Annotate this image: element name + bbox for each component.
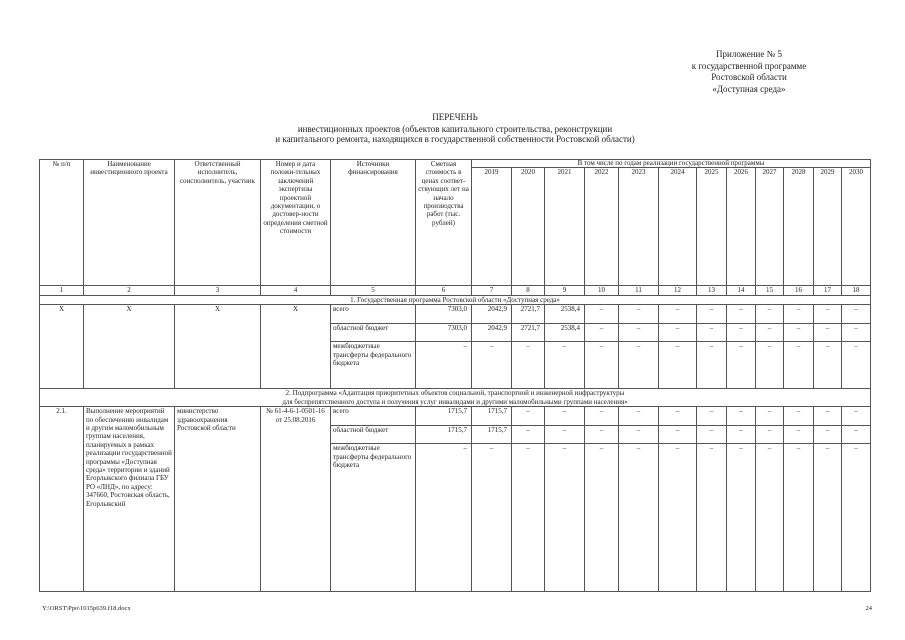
year-value-2020: 2721,7: [512, 305, 545, 324]
year-value-2024: –: [659, 305, 697, 324]
year-value-2021: –: [545, 342, 585, 389]
year-value-2023: –: [619, 444, 659, 592]
year-value-2021: –: [545, 407, 585, 426]
column-index-cell: 5: [331, 286, 416, 296]
estimated-cost: 7303,0: [416, 305, 472, 324]
column-index-cell: 14: [727, 286, 756, 296]
project-responsible: Х: [175, 305, 261, 389]
year-value-2029: –: [814, 444, 842, 592]
project-expertise: № 61-4-6-1-0501-16 от 25.08.2016: [261, 407, 331, 592]
year-value-2027: –: [756, 342, 784, 389]
project-responsible: министерство здравоохранения Ростовской области: [175, 407, 261, 592]
year-value-2024: –: [659, 342, 697, 389]
year-value-2026: –: [727, 407, 756, 426]
appendix-line-4: «Доступная среда»: [712, 83, 786, 94]
header-years-group: В том числе по годам реализации государственной программы: [472, 160, 871, 168]
header-responsible: Ответственный исполнитель, соисполнитель, участник: [175, 160, 261, 286]
year-value-2023: –: [619, 426, 659, 444]
project-num: Х: [40, 305, 84, 389]
column-index-cell: 15: [756, 286, 784, 296]
year-value-2022: –: [585, 305, 619, 324]
column-index-cell: 4: [261, 286, 331, 296]
column-index-cell: 2: [84, 286, 175, 296]
column-index-cell: 12: [659, 286, 697, 296]
table-row: [40, 305, 871, 324]
funding-source: областной бюджет: [331, 426, 416, 444]
funding-source: межбюджетные трансферты федерального бюджета: [331, 444, 416, 592]
estimated-cost: 7303,0: [416, 324, 472, 342]
year-value-2020: 2721,7: [512, 324, 545, 342]
funding-source: областной бюджет: [331, 324, 416, 342]
header-sources: Источники финансирования: [331, 160, 416, 286]
table-row: [40, 407, 871, 426]
year-value-2030: –: [842, 324, 871, 342]
year-value-2027: –: [756, 305, 784, 324]
header-year-2029: 2029: [814, 168, 842, 286]
section-1-title: 1. Государственная программа Ростовской области «Доступная среда»: [40, 296, 871, 305]
header-year-2022: 2022: [585, 168, 619, 286]
year-value-2023: –: [619, 305, 659, 324]
column-index-cell: 9: [545, 286, 585, 296]
year-value-2030: –: [842, 407, 871, 426]
year-value-2028: –: [784, 342, 814, 389]
year-value-2027: –: [756, 407, 784, 426]
year-value-2019: –: [472, 342, 512, 389]
year-value-2028: –: [784, 324, 814, 342]
footer-file-path: Y:\ORST\Ppo\1015p639.f18.docx: [42, 605, 131, 612]
estimated-cost: –: [416, 444, 472, 592]
column-index-row: [40, 286, 871, 296]
header-row-1: [40, 160, 871, 168]
section-2-title: [40, 389, 871, 407]
header-cost: Сметная стоимость в ценах соответ-ствующих лет на начало производства работ (тыс. рублей): [416, 160, 472, 286]
section-2-row: [40, 389, 871, 407]
title-line-1: инвестиционных проектов (объектов капитального строительства, реконструкции: [297, 123, 613, 134]
header-year-2023: 2023: [619, 168, 659, 286]
column-index-cell: 18: [842, 286, 871, 296]
year-value-2029: –: [814, 407, 842, 426]
title-line-2: и капитального ремонта, находящихся в государственной собственности Ростовской области): [275, 134, 635, 144]
year-value-2020: –: [512, 426, 545, 444]
column-index-cell: 16: [784, 286, 814, 296]
year-value-2022: –: [585, 444, 619, 592]
year-value-2019: –: [472, 444, 512, 592]
year-value-2025: –: [697, 324, 727, 342]
header-year-2019: 2019: [472, 168, 512, 286]
funding-source: всего: [331, 305, 416, 324]
header-year-2024: 2024: [659, 168, 697, 286]
year-value-2026: –: [727, 342, 756, 389]
year-value-2030: –: [842, 342, 871, 389]
year-value-2027: –: [756, 324, 784, 342]
section-2-line-1: 2. Подпрограмма «Адаптация приоритетных объектов социальной, транспортной и инженерной инфраструктуры: [285, 389, 625, 398]
funding-source: всего: [331, 407, 416, 426]
appendix-line-3: Ростовской области: [711, 72, 787, 82]
header-year-2028: 2028: [784, 168, 814, 286]
year-value-2025: –: [697, 444, 727, 592]
year-value-2029: –: [814, 426, 842, 444]
header-year-2026: 2026: [727, 168, 756, 286]
column-index-cell: 1: [40, 286, 84, 296]
year-value-2029: –: [814, 305, 842, 324]
estimated-cost: –: [416, 342, 472, 389]
title-heading: ПЕРЕЧЕНЬ: [432, 112, 478, 122]
year-value-2028: –: [784, 426, 814, 444]
investment-projects-table: [39, 159, 871, 592]
column-index-cell: 7: [472, 286, 512, 296]
year-value-2026: –: [727, 324, 756, 342]
header-year-2021: 2021: [545, 168, 585, 286]
year-value-2021: 2538,4: [545, 324, 585, 342]
column-index-cell: 3: [175, 286, 261, 296]
year-value-2022: –: [585, 342, 619, 389]
year-value-2019: 2042,9: [472, 324, 512, 342]
year-value-2029: –: [814, 342, 842, 389]
year-value-2023: –: [619, 324, 659, 342]
estimated-cost: 1715,7: [416, 407, 472, 426]
year-value-2022: –: [585, 407, 619, 426]
year-value-2030: –: [842, 426, 871, 444]
project-name: Х: [84, 305, 175, 389]
year-value-2028: –: [784, 305, 814, 324]
appendix-line-1: Приложение № 5: [716, 49, 782, 59]
header-year-2027: 2027: [756, 168, 784, 286]
year-value-2021: 2538,4: [545, 305, 585, 324]
column-index-cell: 8: [512, 286, 545, 296]
year-value-2025: –: [697, 305, 727, 324]
year-value-2024: –: [659, 426, 697, 444]
year-value-2027: –: [756, 444, 784, 592]
year-value-2024: –: [659, 324, 697, 342]
year-value-2028: –: [784, 444, 814, 592]
year-value-2029: –: [814, 324, 842, 342]
document-title: [40, 112, 870, 145]
section-1-row: [40, 296, 871, 305]
column-index-cell: 10: [585, 286, 619, 296]
estimated-cost: 1715,7: [416, 426, 472, 444]
year-value-2019: 1715,7: [472, 407, 512, 426]
year-value-2021: –: [545, 444, 585, 592]
header-year-2020: 2020: [512, 168, 545, 286]
year-value-2025: –: [697, 342, 727, 389]
section-2-line-2: для беспрепятственного доступа и получения услуг инвалидами и другими маломобильными группами населения»: [282, 397, 628, 406]
year-value-2025: –: [697, 407, 727, 426]
header-expertise: Номер и дата положи-тельных заключений экспертизы проектной документации, о достовер-ности определения сметной стоимости: [261, 160, 331, 286]
year-value-2030: –: [842, 444, 871, 592]
year-value-2025: –: [697, 426, 727, 444]
header-name: Наименование инвестиционного проекта: [84, 160, 175, 286]
appendix-header: [649, 49, 849, 95]
header-year-2025: 2025: [697, 168, 727, 286]
year-value-2022: –: [585, 324, 619, 342]
column-index-cell: 17: [814, 286, 842, 296]
year-value-2019: 2042,9: [472, 305, 512, 324]
column-index-cell: 6: [416, 286, 472, 296]
funding-source: межбюджетные трансферты федерального бюджета: [331, 342, 416, 389]
year-value-2019: 1715,7: [472, 426, 512, 444]
year-value-2020: –: [512, 444, 545, 592]
year-value-2026: –: [727, 444, 756, 592]
year-value-2024: –: [659, 444, 697, 592]
year-value-2022: –: [585, 426, 619, 444]
header-num: № п/п: [40, 160, 84, 286]
project-expertise: Х: [261, 305, 331, 389]
year-value-2023: –: [619, 342, 659, 389]
project-num: 2.1.: [40, 407, 84, 592]
year-value-2027: –: [756, 426, 784, 444]
year-value-2021: –: [545, 426, 585, 444]
column-index-cell: 11: [619, 286, 659, 296]
year-value-2026: –: [727, 426, 756, 444]
year-value-2024: –: [659, 407, 697, 426]
year-value-2030: –: [842, 305, 871, 324]
column-index-cell: 13: [697, 286, 727, 296]
year-value-2020: –: [512, 407, 545, 426]
year-value-2023: –: [619, 407, 659, 426]
project-name: Выполнение мероприятий по обеспечению инвалидам и другим маломобильным группам населения, планируемых в рамках реализации государственной программы «Доступная среда» территории и зданий Егорлыкского филиала ГБУ РО «ЛНД», по адресу: 347660, Ростовская область, Егорлыкский: [84, 407, 175, 592]
year-value-2028: –: [784, 407, 814, 426]
appendix-line-2: к государственной программе: [691, 60, 807, 71]
footer-page-number: 24: [865, 605, 872, 612]
header-year-2030: 2030: [842, 168, 871, 286]
year-value-2026: –: [727, 305, 756, 324]
year-value-2020: –: [512, 342, 545, 389]
